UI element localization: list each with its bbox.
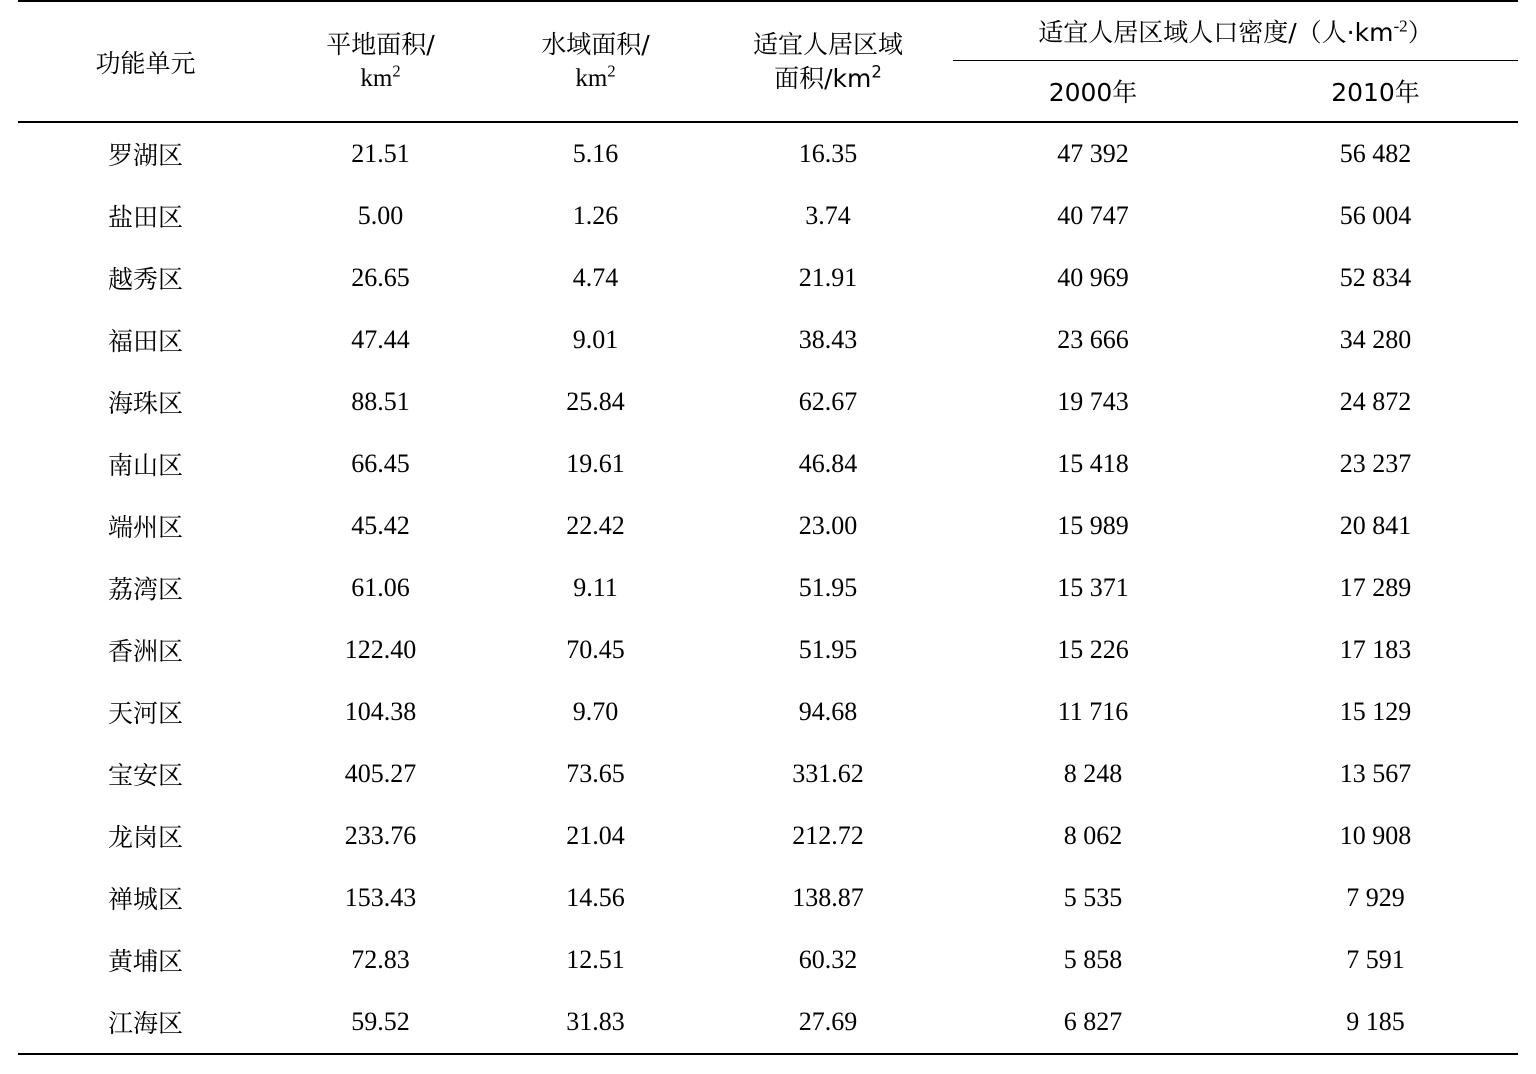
cell-flatland: 405.27 [344,759,417,788]
cell-unit: 黄埔区 [107,947,183,976]
cell-livable: 62.67 [798,387,858,416]
cell-flatland: 104.38 [344,697,417,726]
header-water-unit: km [575,64,608,92]
data-table [18,0,1518,1055]
cell-density-2010: 56 004 [1339,201,1412,230]
cell-density-2010: 17 183 [1339,635,1412,664]
cell-density-2000: 15 226 [1057,635,1129,664]
cell-unit: 罗湖区 [107,141,183,170]
cell-density-2010: 10 908 [1339,821,1412,850]
cell-unit: 海珠区 [107,389,183,418]
cell-density-2000: 11 716 [1057,697,1129,726]
cell-density-2010: 34 280 [1339,325,1412,354]
cell-density-2010: 20 841 [1339,511,1412,540]
cell-water: 73.65 [566,759,625,788]
cell-flatland: 72.83 [351,945,410,974]
table-header [18,1,1518,122]
cell-density-2000: 5 858 [1063,945,1123,974]
cell-water: 4.74 [572,263,619,292]
cell-density-2000: 5 535 [1063,883,1123,912]
cell-density-2000: 6 827 [953,991,1233,1054]
table-row [18,122,1518,185]
cell-density-2000: 40 747 [1057,201,1129,230]
header-water-area: 水域面积/ $km^2$ [488,1,703,122]
header-livable-exponent: 2 [871,62,882,82]
cell-density-2000: 23 666 [1057,325,1129,354]
cell-density-2010: 7 591 [1346,945,1405,974]
table-row [18,495,1518,557]
header-livable-unit: 面积/km [774,63,872,93]
cell-unit: 江海区 [18,991,273,1054]
cell-livable: 60.32 [798,945,858,974]
cell-livable: 51.95 [798,635,858,664]
header-year-2010: 2010年 [1233,61,1518,123]
cell-livable: 51.95 [798,573,858,602]
cell-livable: 46.84 [798,449,858,478]
cell-flatland: 45.42 [351,511,410,540]
table-row [18,557,1518,619]
cell-water: 14.56 [566,883,625,912]
cell-livable: 331.62 [792,759,864,788]
cell-density-2010: 7 929 [1346,883,1405,912]
cell-density-2000: 8 062 [1063,821,1123,850]
header-flatland-area: 平地面积/ $km^2$ [273,1,488,122]
cell-flatland: 233.76 [344,821,417,850]
cell-unit: 南山区 [107,451,183,480]
cell-flatland: 153.43 [344,883,417,912]
cell-water: 22.42 [566,511,625,540]
header-population-density-group: 适宜人居区域人口密度/（人$\cdot km^{-2}$） [953,1,1518,61]
cell-flatland: 61.06 [351,573,410,602]
table-row [18,309,1518,371]
cell-density-2000: 8 248 [1063,759,1123,788]
cell-unit: 香洲区 [107,637,183,666]
cell-flatland: 122.40 [344,635,417,664]
table-row [18,743,1518,805]
cell-density-2000: 19 743 [1057,387,1129,416]
table-row [18,805,1518,867]
cell-water: 1.26 [572,201,619,230]
cell-livable: 38.43 [798,325,858,354]
cell-density-2010: 24 872 [1339,387,1412,416]
cell-unit: 荔湾区 [107,575,183,604]
cell-density-2010: 9 185 [1233,991,1518,1054]
cell-water: 70.45 [566,635,625,664]
cell-flatland: 66.45 [351,449,410,478]
cell-unit: 端州区 [107,513,183,542]
table-body [18,122,1518,1054]
table-row [18,867,1518,929]
cell-livable: 16.35 [798,139,858,168]
cell-water: 9.70 [572,697,619,726]
cell-livable: 3.74 [805,201,851,230]
cell-unit: 宝安区 [107,761,183,790]
table-row [18,371,1518,433]
header-flatland-exponent: 2 [392,61,401,81]
cell-livable: 94.68 [798,697,858,726]
cell-water: 9.11 [573,573,618,602]
cell-density-2010: 15 129 [1339,697,1412,726]
header-water-exponent: 2 [607,61,616,81]
cell-livable: 27.69 [703,991,953,1054]
cell-water: 19.61 [566,449,625,478]
cell-unit: 福田区 [107,327,183,356]
cell-flatland: 47.44 [351,325,410,354]
cell-flatland: 5.00 [357,201,404,230]
header-livable-area: 适宜人居区域 面积$/km^2$ [703,1,953,122]
cell-density-2000: 15 989 [1057,511,1129,540]
cell-density-2000: 40 969 [1057,263,1129,292]
cell-water: 12.51 [566,945,625,974]
cell-water: 21.04 [566,821,625,850]
cell-livable: 21.91 [798,263,858,292]
cell-livable: 138.87 [792,883,864,912]
cell-livable: 23.00 [798,511,858,540]
cell-density-2010: 52 834 [1339,263,1412,292]
header-flatland-unit: km [360,64,393,92]
cell-water: 5.16 [572,139,619,168]
table-row [18,619,1518,681]
cell-density-2010: 56 482 [1339,139,1412,168]
cell-unit: 越秀区 [107,265,183,294]
table-row [18,247,1518,309]
cell-density-2000: 15 371 [1057,573,1129,602]
cell-density-2010: 17 289 [1339,573,1412,602]
cell-unit: 盐田区 [107,203,183,232]
cell-density-2010: 13 567 [1339,759,1412,788]
cell-water: 31.83 [488,991,703,1054]
table-row [18,185,1518,247]
header-density-exponent: -2 [1393,16,1408,36]
table-row [18,681,1518,743]
header-year-2000: 2000年 [953,61,1233,123]
cell-flatland: 88.51 [351,387,410,416]
cell-flatland: 21.51 [351,139,410,168]
cell-unit: 龙岗区 [107,823,183,852]
table-row [18,929,1518,991]
cell-flatland: 59.52 [273,991,488,1054]
cell-livable: 212.72 [792,821,864,850]
cell-unit: 禅城区 [107,885,183,914]
cell-unit: 天河区 [107,699,183,728]
table-row [18,433,1518,495]
cell-flatland: 26.65 [351,263,410,292]
cell-density-2000: 15 418 [1057,449,1129,478]
cell-water: 9.01 [572,325,619,354]
cell-water: 25.84 [566,387,625,416]
table-row [18,991,1518,1054]
cell-density-2010: 23 237 [1339,449,1412,478]
header-functional-unit: 功能单元 [18,1,273,122]
cell-density-2000: 47 392 [1057,139,1129,168]
